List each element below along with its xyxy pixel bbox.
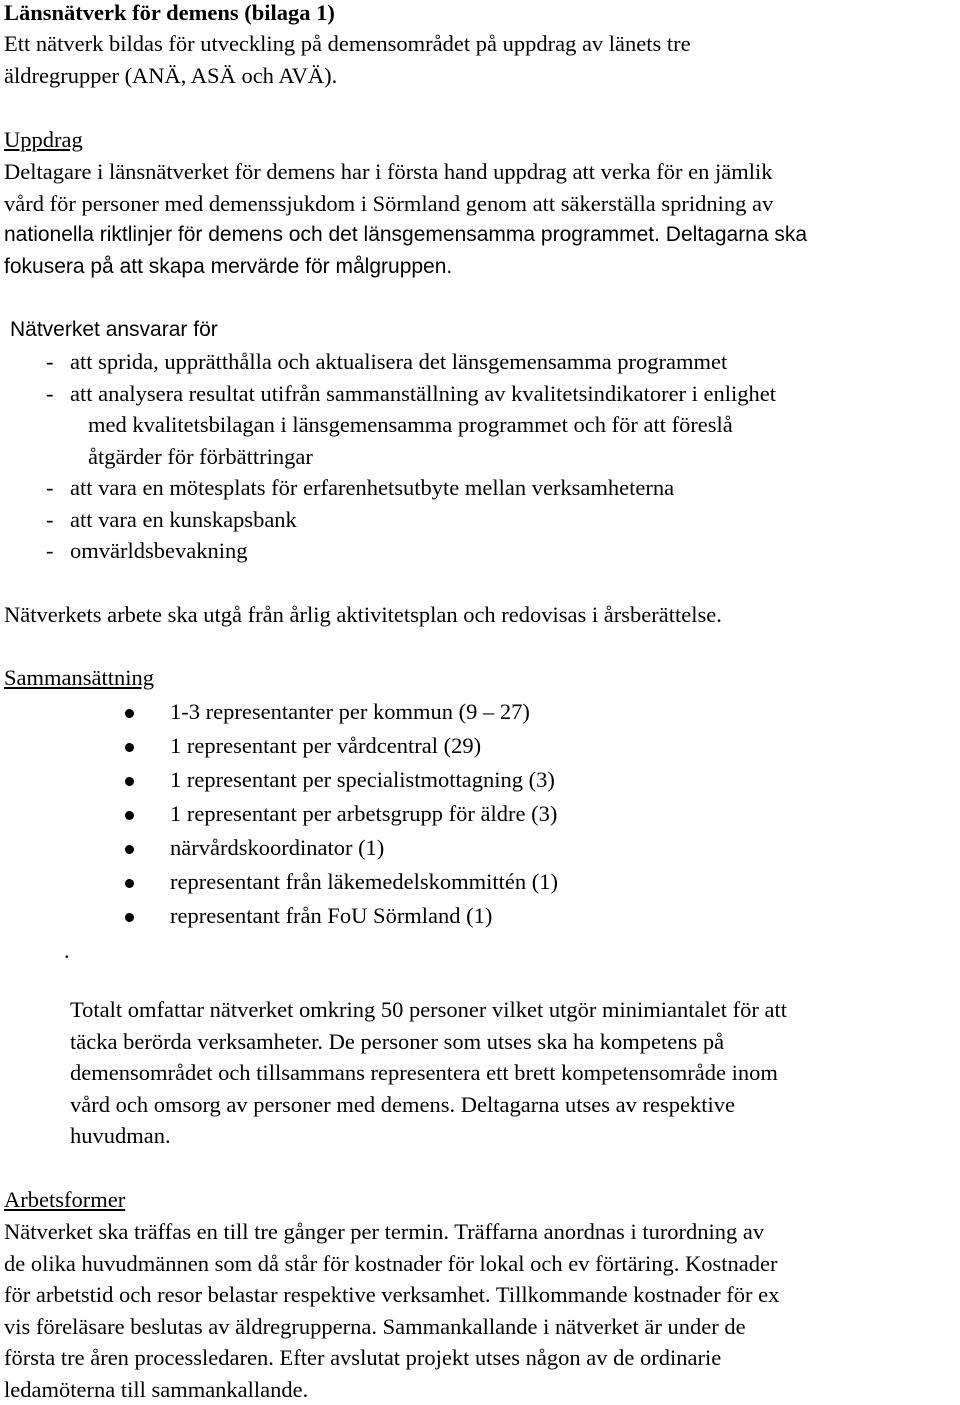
sammansattning-list: [0, 696, 960, 936]
bullet-item: [0, 832, 960, 866]
total-line: demensområdet och tillsammans representera ett brett kompetensområde inom: [70, 1057, 959, 1089]
section-heading-arbetsformer: Arbetsformer: [4, 1184, 959, 1216]
bullet-dot-icon: [125, 845, 134, 854]
uppdrag-line: fokusera på att skapa mervärde för målgruppen.: [4, 251, 959, 283]
section-heading-sammansattning: Sammansättning: [4, 662, 959, 694]
bullet-item-text: 1 representant per specialistmottagning (3): [170, 764, 555, 796]
uppdrag-line: nationella riktlinjer för demens och det länsgemensamma programmet. Deltagarna ska: [4, 219, 959, 251]
bullet-dot-icon: [125, 709, 134, 718]
bullet-item-text: 1 representant per arbetsgrupp för äldre (3): [170, 798, 557, 830]
arbetsformer-line: de olika huvudmännen som då står för kostnader för lokal och ev förtäring. Kostnader: [4, 1248, 959, 1280]
arbetsformer-line: första tre åren processledaren. Efter avslutat projekt utses någon av de ordinarie: [4, 1342, 959, 1374]
bullet-item: [0, 866, 960, 900]
bullet-dot-icon: [125, 777, 134, 786]
arbetsformer-paragraph: [4, 1216, 959, 1405]
bullet-item: [0, 696, 960, 730]
bullet-item: [0, 764, 960, 798]
section-heading-uppdrag: Uppdrag: [4, 124, 959, 156]
arbetsformer-line: vis föreläsare beslutas av äldregrupperna. Sammankallande i nätverket är under de: [4, 1311, 959, 1343]
intro-line: Ett nätverk bildas för utveckling på demensområdet på uppdrag av länets tre: [4, 28, 959, 60]
total-line: Totalt omfattar nätverket omkring 50 personer vilket utgör minimiantalet för att: [70, 994, 959, 1026]
bullet-item: [0, 900, 960, 934]
bullet-item: [0, 798, 960, 832]
total-line: huvudman.: [70, 1120, 959, 1152]
bullet-item-text: representant från läkemedelskommittén (1): [170, 866, 558, 898]
ansvar-item-text: att analysera resultat utifrån sammanställning av kvalitetsindikatorer i enlighet: [70, 378, 776, 410]
total-line: vård och omsorg av personer med demens. Deltagarna utses av respektive: [70, 1089, 959, 1121]
ansvar-item-text: att vara en mötesplats för erfarenhetsutbyte mellan verksamheterna: [70, 472, 674, 504]
ansvar-item-text: att sprida, upprätthålla och aktualisera det länsgemensamma programmet: [70, 346, 727, 378]
ansvar-list: - att sprida, upprätthålla och aktualisera det länsgemensamma programmet - att analysera resultat utifrån sammanställning av kvalitetsindikatorer i enlighet med kvalitetsbilagan i länsgemensamma programmet och för att föreslå åtgärder för förbättringar - att vara en mötesplats för erfarenhetsutbyte mellan verksamheterna - att vara en kunskapsbank - omvärldsbevakning: [0, 346, 960, 568]
total-paragraph: [70, 994, 959, 1152]
bullet-item-text: närvårdskoordinator (1): [170, 832, 384, 864]
bullet-dot-icon: [125, 879, 134, 888]
ansvar-item-text: åtgärder för förbättringar: [88, 441, 313, 473]
arbetsformer-line: ledamöterna till sammankallande.: [4, 1374, 959, 1405]
bullet-item-text: 1 representant per vårdcentral (29): [170, 730, 481, 762]
arbetsformer-line: Nätverket ska träffas en till tre gånger per termin. Träffarna anordnas i turordning av: [4, 1216, 959, 1248]
bullet-item-text: representant från FoU Sörmland (1): [170, 900, 492, 932]
document-title: Länsnätverk för demens (bilaga 1): [4, 0, 959, 29]
intro-paragraph: [4, 28, 959, 91]
intro-line: äldregrupper (ANÄ, ASÄ och AVÄ).: [4, 60, 959, 92]
arbete-paragraph: Nätverkets arbete ska utgå från årlig aktivitetsplan och redovisas i årsberättelse.: [4, 599, 959, 631]
bullet-dot-icon: [125, 743, 134, 752]
total-line: täcka berörda verksamheter. De personer som utses ska ha kompetens på: [70, 1026, 959, 1058]
bullet-dot-icon: [125, 811, 134, 820]
bullet-item: [0, 730, 960, 764]
uppdrag-paragraph: [4, 156, 959, 282]
stray-period: .: [64, 935, 70, 967]
uppdrag-line: Deltagare i länsnätverket för demens har i första hand uppdrag att verka för en jämlik: [4, 156, 959, 188]
uppdrag-line: vård för personer med demenssjukdom i Sörmland genom att säkerställa spridning av: [4, 188, 959, 220]
ansvar-item-text: med kvalitetsbilagan i länsgemensamma programmet och för att föreslå: [88, 409, 733, 441]
arbetsformer-line: för arbetstid och resor belastar respektive verksamhet. Tillkommande kostnader för ex: [4, 1279, 959, 1311]
bullet-item-text: 1-3 representanter per kommun (9 – 27): [170, 696, 530, 728]
ansvar-item-text: att vara en kunskapsbank: [70, 504, 297, 536]
ansvar-item-text: omvärldsbevakning: [70, 535, 247, 567]
ansvar-heading: Nätverket ansvarar för: [10, 314, 960, 346]
bullet-dot-icon: [125, 913, 134, 922]
